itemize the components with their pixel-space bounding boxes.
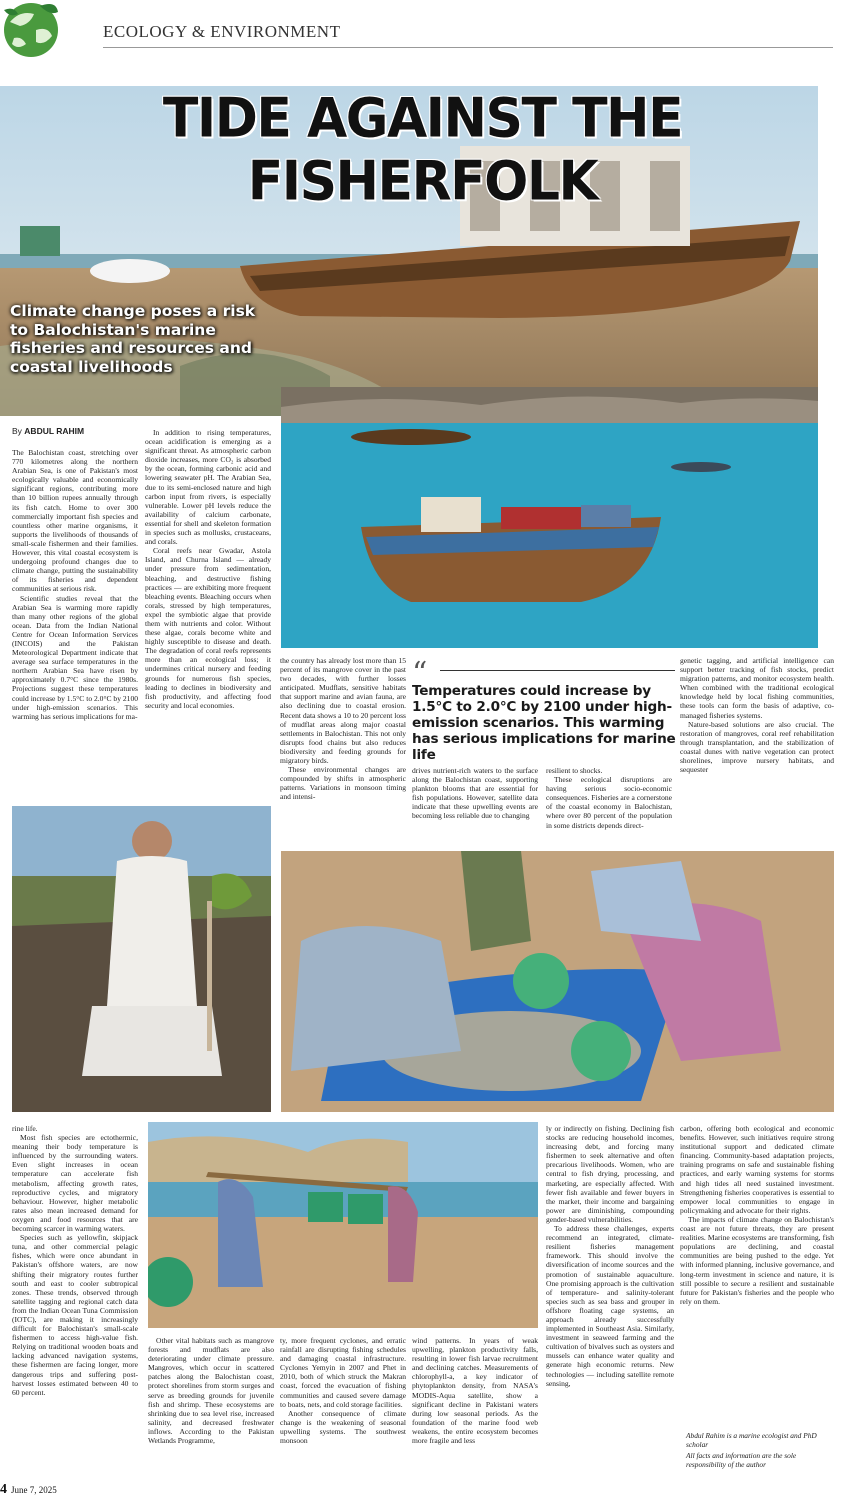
paragraph: the country has already lost more than 15 percent of its mangrove cover in the past two decades, with further losses anticipated. Mudflats, sensitive habitats that support marine and avian fauna, are also declining due to coastal erosion. Recent data shows a 10 to 20 percent loss of mudflat areas along major coastal settlements in Balochistan. This not only disrupts food chains but also reduces biodiversity and feeding grounds for migratory birds. [280,656,406,766]
body-column-1 [12,448,138,806]
issue-date: June 7, 2025 [11,1485,57,1495]
paragraph: Scientific studies reveal that the Arabian Sea is warming more rapidly than many other regions of the global ocean. Data from the Indian National Centre for Ocean Information Services (INCOIS) and the Pakistan Meteorological Department indicate that average sea surface temperatures in the northern Arabian Sea have risen by approximately 0.7°C since the 1980s. Projections suggest these temperatures could increase by 1.5°C to 2.0°C by 2100 under high-emission scenarios. This warming has serious implications for ma- [12,593,138,721]
paragraph: ly or indirectly on fishing. Declining fish stocks are reducing household incomes, increasing debt, and forcing many fishermen to seek alternative and often precarious livelihoods. Women, who are central to fish drying, processing, and marketing, are especially affected. With fewer fish available and fewer buyers in the market, their income and bargaining power are diminishing, compounding gender-based vulnerabilities. [546,1124,674,1224]
section-title: ECOLOGY & ENVIRONMENT [103,22,341,41]
body-column-3 [280,656,406,851]
photo-boats-in-harbour [281,387,818,648]
paragraph: The impacts of climate change on Balochistan's coast are not future threats, they are present realities. Marine ecosystems are transforming, fish populations are declining, and coastal communities are being pushed to the edge. Yet with informed planning, inclusive governance, and long-term investment in science and nature, it is still possible to secure a resilient and sustainable future for Pakistan's fisheries and the people who rely on them. [680,1214,834,1306]
photo-fishermen-carrying-baskets [148,1122,538,1328]
photo-man-with-mangrove [12,806,271,1112]
body-column-7 [12,1124,138,1479]
subheadline: Climate change poses a risk to Balochistan's marine fisheries and resources and coastal livelihoods [10,302,256,376]
paragraph: Species such as yellowfin, skipjack tuna, and other commercial pelagic fishes, which were once abundant in Pakistan's offshore waters, are now shifting their migratory routes further south and east to cooler subtropical zones. These trends, observed through satellite tagging and regional catch data from the Indian Ocean Tuna Commission (IOTC), are making it increasingly difficult for Balochistan's small-scale fishermen to access high-value fish. Relying on traditional wooden boats and lacking advanced navigation systems, these fishermen are facing longer, more dangerous trips and suffering post-harvest losses estimated between 40 to 60 percent. [12,1233,138,1397]
paragraph: Another consequence of climate change is the weakening of seasonal upwelling systems. The southwest monsoon [280,1408,406,1446]
disclaimer: All facts and information are the sole responsibility of the author [686,1451,797,1469]
quote-mark-icon: “ [412,656,428,691]
headline: TIDE AGAINST THE FISHERFOLK [162,87,683,213]
body-column-9 [280,1336,406,1479]
paragraph: To address these challenges, experts recommend an integrated, climate-resilient fisheries management framework. This should involve the diversification of income sources and the promotion of sustainable aquaculture. One promising approach is the cultivation of temperature- and salinity-tolerant species such as sea bass and grouper in offshore floating cage systems, an approach already successfully implemented in Southeast Asia. Similarly, investment in seaweed farming and the cultivation of bivalves such as oysters and mussels can enhance water quality and generate high economic returns. New technologies — including satellite remote sensing, [546,1224,674,1388]
body-column-11 [546,1124,674,1479]
paragraph: Most fish species are ectothermic, meaning their body temperature is influenced by the surrounding waters. Even slight increases in ocean temperature can accelerate fish metabolism, affecting growth rates, reproductive cycles, and migratory behaviour. However, higher metabolic rates also mean increased demand for oxygen and food resources that are becoming scarcer in warming waters. [12,1133,138,1234]
body-column-2 [145,428,271,806]
byline: By ABDUL RAHIM [12,426,85,436]
body-column-8 [148,1336,274,1479]
page-number: 4 [0,1482,7,1497]
body-column-5 [546,766,672,850]
globe-leaf-icon [0,0,62,58]
paragraph: The Balochistan coast, stretching over 770 kilometres along the northern Arabian Sea, is one of Pakistan's most ecologically valuable and economically significant regions, contributing more than 10 billion rupees annually through its fish catch. Home to over 300 commercially important fish species and countless other marine organisms, it supports the livelihoods of thousands of small-scale fishermen and their families. However, this vital coastal ecosystem is undergoing profound changes due to climate change, putting the sustainability of its fisheries and dependent communities at serious risk. [12,448,138,594]
body-column-10 [412,1336,538,1479]
paragraph: drives nutrient-rich waters to the surface along the Balochistan coast, supporting plankton blooms that are essential for fish populations. However, satellite data indicate that these upwelling events are becoming less reliable due to changing [412,766,538,821]
author-name: ABDUL RAHIM [24,426,85,436]
paragraph: wind patterns. In years of weak upwelling, plankton productivity falls, resulting in lower fish larvae recruitment and declining catches. Measurements of chlorophyll-a, a key indicator of phytoplankton density, from NASA's MODIS-Aqua satellite, show a significant decline in Pakistani waters during low seasonal periods. As the foundation of the marine food web weakens, the entire ecosystem becomes more fragile and less [412,1336,538,1446]
body-column-6 [680,656,834,851]
paragraph: In addition to rising temperatures, ocean acidification is emerging as a significant threat. As atmospheric carbon dioxide increases, more CO₂ is absorbed by the ocean, forming carbonic acid and lowering seawater pH. The Arabian Sea, due to its semi-enclosed nature and high carbon input from rivers, is especially vulnerable. Lower pH levels reduce the availability of calcium carbonate, essential for shell and skeleton formation in species such as mollusks, crustaceans, and corals. [145,428,271,547]
body-column-4 [412,766,538,850]
body-column-12 [680,1124,834,1426]
paragraph: resilient to shocks. [546,766,603,775]
paragraph: genetic tagging, and artificial intelligence can support better tracking of fish stocks, predict migration patterns, and monitor ecosystem health. When combined with the traditional ecological knowledge held by local fishing communities, these tools can form the basis of adaptive, co-managed fisheries systems. [680,656,834,720]
pull-quote: Temperatures could increase by 1.5°C to 2.0°C by 2100 under high-emission scenarios. This warming has serious implications for marine life [412,683,676,763]
paragraph: Nature-based solutions are also crucial. The restoration of mangroves, coral reef rehabilitation through transplantation, and the stabilization of coastal dunes with native vegetation can protect shorelines, improve nursery habitats, and sequester [680,719,834,775]
paragraph: carbon, offering both ecological and economic benefits. However, such initiatives require strong institutional support and dedicated climate financing. Community-based adaptation projects, training programs on safe and sustainable fishing practices, and early warning systems for storms and high tides all need sustained investment. Strengthening fisheries cooperatives is essential to empower local communities to engage in policymaking and advocate for their rights. [680,1124,834,1215]
paragraph: Other vital habitats such as mangrove forests and mudflats are also deteriorating under climate pressure. Mangroves, which occur in scattered patches along the Balochistan coast, protect shorelines from storm surges and serve as breeding grounds for juvenile fish and shrimp. These ecosystems are shrinking due to sea level rise, increased salinity, and decreased freshwater inflows. According to the Pakistan Wetlands Programme, [148,1336,274,1446]
paragraph: rine life. [12,1124,38,1133]
paragraph: ty, more frequent cyclones, and erratic rainfall are disrupting fishing schedules and damaging coastal infrastructure. Cyclones Yemyin in 2007 and Phet in 2010, both of which struck the Makran coast, forced the evacuation of fishing communities and caused severe damage to boats, nets, and cold storage facilities. [280,1336,406,1409]
quote-rule [440,670,675,671]
paragraph: These environmental changes are compounded by shifts in atmospheric patterns. Variations in monsoon timing and intensi- [280,765,406,802]
author-note [686,1431,836,1469]
page-footer [0,1482,57,1497]
header-rule [103,47,833,48]
paragraph: Coral reefs near Gwadar, Astola Island, and Churna Island — already under pressure from sedimentation, bleaching, and destructive fishing practices — are exhibiting more frequent bleaching events. Bleaching occurs when corals, stressed by high temperatures, expel the symbiotic algae that provide them with nutrients and color. Without these algae, corals become white and highly susceptible to disease and death. The degradation of coral reefs represents more than an ecological loss; it undermines critical nursery and feeding grounds for numerous fish species, leading to declines in biodiversity and fish productivity, and affecting food security and local economies. [145,546,271,710]
author-bio: Abdul Rahim is a marine ecologist and PhD scholar [686,1431,817,1449]
photo-fishermen-with-catch [281,851,834,1112]
paragraph: These ecological disruptions are having serious socio-economic consequences. Fisheries are a cornerstone of the coastal economy in Balochistan, where over 80 percent of the population in some districts depends direct- [546,775,672,830]
